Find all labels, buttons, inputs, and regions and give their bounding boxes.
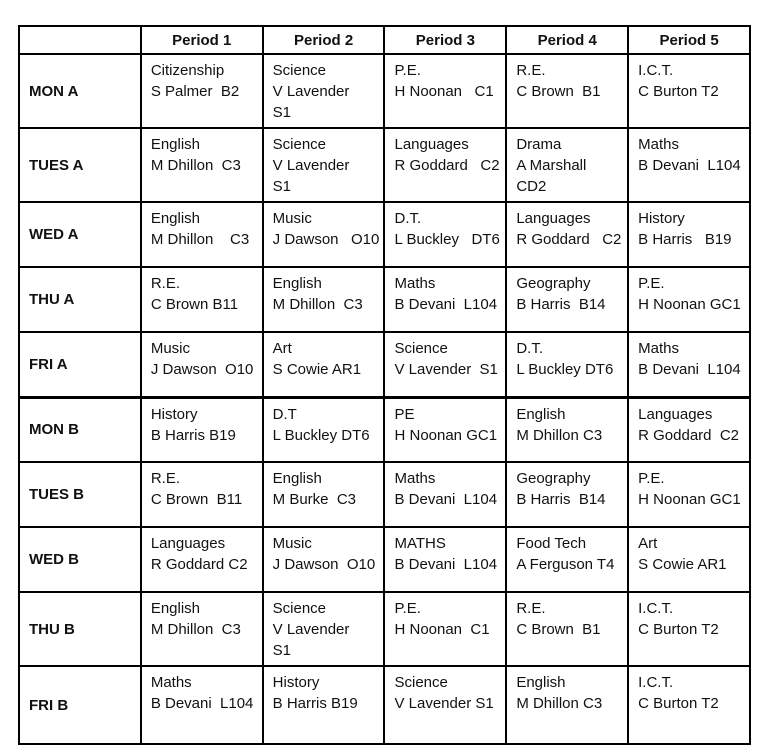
lesson-cell xyxy=(384,397,506,462)
lesson-cell xyxy=(141,666,263,744)
lesson-teacher-room: J Dawson O10 xyxy=(150,361,254,378)
lesson-teacher-room: M Dhillon C3 xyxy=(150,231,250,248)
lesson-cell xyxy=(141,202,263,267)
lesson-teacher-room: C Brown B11 xyxy=(150,491,243,508)
lesson-cell xyxy=(628,666,750,744)
lesson-teacher-room: C Brown B1 xyxy=(516,621,601,638)
lesson-teacher-room: H Noonan GC1 xyxy=(394,426,498,444)
timetable-row-wed-a xyxy=(19,202,750,267)
lesson-cell xyxy=(263,332,385,397)
lesson-teacher-room: H Noonan C1 xyxy=(394,83,494,100)
lesson-cell xyxy=(506,54,628,128)
lesson-subject: R.E. xyxy=(516,600,546,617)
lesson-subject: Food Tech xyxy=(516,535,587,552)
timetable-header xyxy=(19,26,750,54)
header-row xyxy=(19,26,750,54)
lesson-cell xyxy=(628,54,750,128)
lesson-subject: PE xyxy=(394,405,415,423)
lesson-cell xyxy=(141,54,263,128)
lesson-cell xyxy=(141,397,263,462)
timetable-row-thu-b xyxy=(19,592,750,666)
lesson-cell xyxy=(263,666,385,744)
lesson-cell xyxy=(141,592,263,666)
lesson-subject: Science xyxy=(272,600,327,617)
lesson-teacher-room: B Harris B14 xyxy=(516,296,606,313)
lesson-teacher-room: B Devani L104 xyxy=(394,491,498,508)
lesson-cell xyxy=(506,397,628,462)
lesson-teacher-room: V Lavender S1 xyxy=(272,157,362,195)
header-cell-period-3: Period 3 xyxy=(384,26,506,54)
lesson-teacher-room: C Brown B1 xyxy=(516,83,601,100)
lesson-teacher-room: B Devani L104 xyxy=(150,695,254,712)
lesson-cell xyxy=(384,332,506,397)
lesson-subject: Science xyxy=(394,340,448,357)
lesson-subject: Music xyxy=(272,535,312,552)
lesson-subject: I.C.T. xyxy=(638,62,674,79)
lesson-subject: R.E. xyxy=(150,275,181,292)
lesson-subject: Maths xyxy=(394,470,436,487)
lesson-cell xyxy=(384,527,506,592)
lesson-subject: Languages xyxy=(516,210,591,227)
lesson-teacher-room: B Harris B19 xyxy=(150,426,236,444)
lesson-teacher-room: L Buckley DT6 xyxy=(272,426,370,444)
lesson-subject: English xyxy=(272,275,322,292)
lesson-teacher-room: R Goddard C2 xyxy=(516,231,622,248)
lesson-subject: History xyxy=(272,674,320,691)
day-label: THU B xyxy=(19,592,141,666)
timetable-row-tues-b xyxy=(19,462,750,527)
lesson-cell xyxy=(628,332,750,397)
lesson-subject: Art xyxy=(272,340,292,357)
lesson-teacher-room: C Burton T2 xyxy=(638,695,719,712)
day-label: MON A xyxy=(19,54,141,128)
lesson-subject: P.E. xyxy=(394,62,421,79)
lesson-teacher-room: R Goddard C2 xyxy=(394,157,500,174)
day-label: FRI A xyxy=(19,332,141,397)
lesson-cell xyxy=(506,202,628,267)
lesson-teacher-room: B Devani L104 xyxy=(638,157,741,174)
timetable-row-fri-a xyxy=(19,332,750,397)
lesson-teacher-room: C Burton T2 xyxy=(638,83,719,100)
lesson-cell xyxy=(506,462,628,527)
lesson-teacher-room: V Lavender S1 xyxy=(272,621,362,659)
lesson-cell xyxy=(628,462,750,527)
day-label: THU A xyxy=(19,267,141,332)
lesson-subject: P.E. xyxy=(638,275,665,292)
lesson-subject: Languages xyxy=(150,535,226,552)
lesson-subject: Languages xyxy=(394,136,469,153)
lesson-teacher-room: B Harris B14 xyxy=(516,491,606,508)
lesson-teacher-room: M Dhillon C3 xyxy=(516,695,603,712)
lesson-subject: Science xyxy=(272,136,327,153)
lesson-cell xyxy=(141,462,263,527)
lesson-teacher-room: R Goddard C2 xyxy=(638,426,740,444)
lesson-cell xyxy=(263,462,385,527)
lesson-cell xyxy=(141,128,263,202)
lesson-cell xyxy=(384,54,506,128)
lesson-subject: Geography xyxy=(516,470,591,487)
lesson-teacher-room: V Lavender S1 xyxy=(272,83,362,121)
lesson-cell xyxy=(628,592,750,666)
lesson-teacher-room: B Harris B19 xyxy=(272,695,358,712)
day-label: WED B xyxy=(19,527,141,592)
lesson-subject: History xyxy=(638,210,685,227)
lesson-cell xyxy=(141,332,263,397)
lesson-cell xyxy=(628,202,750,267)
timetable-row-tues-a xyxy=(19,128,750,202)
lesson-cell xyxy=(506,592,628,666)
lesson-cell xyxy=(384,202,506,267)
lesson-cell xyxy=(384,592,506,666)
lesson-teacher-room: M Burke C3 xyxy=(272,491,357,508)
lesson-teacher-room: S Cowie AR1 xyxy=(638,556,727,573)
lesson-subject: P.E. xyxy=(638,470,665,487)
lesson-subject: Art xyxy=(638,535,658,552)
lesson-teacher-room: L Buckley DT6 xyxy=(516,361,614,378)
lesson-subject: Citizenship xyxy=(150,62,225,79)
header-cell-period-2: Period 2 xyxy=(263,26,385,54)
day-label: WED A xyxy=(19,202,141,267)
lesson-subject: P.E. xyxy=(394,600,421,617)
lesson-subject: Science xyxy=(272,62,327,79)
lesson-teacher-room: V Lavender S1 xyxy=(394,695,494,712)
timetable-row-thu-a xyxy=(19,267,750,332)
day-label: TUES B xyxy=(19,462,141,527)
lesson-subject: R.E. xyxy=(150,470,181,487)
lesson-cell xyxy=(506,666,628,744)
lesson-subject: D.T. xyxy=(394,210,422,227)
lesson-cell xyxy=(384,666,506,744)
lesson-cell xyxy=(628,527,750,592)
lesson-subject: Languages xyxy=(638,405,713,423)
lesson-teacher-room: M Dhillon C3 xyxy=(272,296,363,313)
lesson-subject: English xyxy=(150,600,201,617)
lesson-cell xyxy=(263,54,385,128)
lesson-teacher-room: H Noonan GC1 xyxy=(638,491,741,508)
lesson-subject: English xyxy=(516,405,566,423)
timetable-row-mon-a xyxy=(19,54,750,128)
lesson-subject: History xyxy=(150,405,198,423)
lesson-cell xyxy=(263,128,385,202)
lesson-cell xyxy=(141,267,263,332)
lesson-subject: MATHS xyxy=(394,535,446,552)
lesson-subject: I.C.T. xyxy=(638,674,674,691)
lesson-cell xyxy=(506,527,628,592)
lesson-teacher-room: A Marshall CD2 xyxy=(516,157,595,195)
lesson-subject: D.T. xyxy=(516,340,543,357)
lesson-cell xyxy=(506,267,628,332)
lesson-teacher-room: M Dhillon C3 xyxy=(516,426,603,444)
lesson-cell xyxy=(506,128,628,202)
lesson-subject: R.E. xyxy=(516,62,546,79)
lesson-teacher-room: B Devani L104 xyxy=(394,556,498,573)
timetable-body xyxy=(19,54,750,744)
lesson-teacher-room: R Goddard C2 xyxy=(150,556,248,573)
lesson-cell xyxy=(628,267,750,332)
lesson-subject: I.C.T. xyxy=(638,600,674,617)
lesson-teacher-room: V Lavender S1 xyxy=(394,361,498,378)
lesson-subject: English xyxy=(272,470,322,487)
lesson-subject: English xyxy=(150,210,201,227)
lesson-cell xyxy=(628,128,750,202)
day-label: TUES A xyxy=(19,128,141,202)
school-timetable xyxy=(18,25,751,745)
lesson-cell xyxy=(263,397,385,462)
lesson-subject: Science xyxy=(394,674,448,691)
timetable-row-mon-b xyxy=(19,397,750,462)
lesson-subject: Music xyxy=(272,210,312,227)
lesson-teacher-room: B Harris B19 xyxy=(638,231,732,248)
day-label: MON B xyxy=(19,397,141,462)
lesson-subject: English xyxy=(150,136,201,153)
lesson-teacher-room: H Noonan GC1 xyxy=(638,296,741,313)
header-cell-day xyxy=(19,26,141,54)
header-cell-period-1: Period 1 xyxy=(141,26,263,54)
day-label: FRI B xyxy=(19,666,141,744)
lesson-subject: Maths xyxy=(638,340,679,357)
timetable-row-fri-b xyxy=(19,666,750,744)
lesson-cell xyxy=(384,267,506,332)
lesson-teacher-room: C Brown B11 xyxy=(150,296,239,313)
header-cell-period-4: Period 4 xyxy=(506,26,628,54)
lesson-cell xyxy=(263,267,385,332)
lesson-cell xyxy=(384,128,506,202)
lesson-teacher-room: J Dawson O10 xyxy=(272,231,380,248)
lesson-teacher-room: S Palmer B2 xyxy=(150,83,240,100)
lesson-teacher-room: M Dhillon C3 xyxy=(150,621,241,638)
lesson-teacher-room: H Noonan C1 xyxy=(394,621,490,638)
lesson-teacher-room: S Cowie AR1 xyxy=(272,361,362,378)
lesson-subject: Music xyxy=(150,340,190,357)
lesson-teacher-room: A Ferguson T4 xyxy=(516,556,615,573)
lesson-teacher-room: M Dhillon C3 xyxy=(150,157,241,174)
lesson-teacher-room: L Buckley DT6 xyxy=(394,231,500,248)
lesson-cell xyxy=(506,332,628,397)
lesson-cell xyxy=(628,397,750,462)
lesson-teacher-room: J Dawson O10 xyxy=(272,556,376,573)
lesson-cell xyxy=(263,527,385,592)
lesson-cell xyxy=(141,527,263,592)
lesson-subject: Maths xyxy=(638,136,679,153)
lesson-teacher-room: B Devani L104 xyxy=(638,361,741,378)
lesson-subject: Drama xyxy=(516,136,562,153)
lesson-subject: Maths xyxy=(150,674,192,691)
lesson-subject: Maths xyxy=(394,275,436,292)
header-cell-period-5: Period 5 xyxy=(628,26,750,54)
lesson-teacher-room: C Burton T2 xyxy=(638,621,719,638)
lesson-cell xyxy=(263,592,385,666)
lesson-subject: English xyxy=(516,674,566,691)
timetable-row-wed-b xyxy=(19,527,750,592)
lesson-teacher-room: B Devani L104 xyxy=(394,296,498,313)
lesson-subject: D.T xyxy=(272,405,297,423)
lesson-cell xyxy=(263,202,385,267)
lesson-subject: Geography xyxy=(516,275,591,292)
lesson-cell xyxy=(384,462,506,527)
